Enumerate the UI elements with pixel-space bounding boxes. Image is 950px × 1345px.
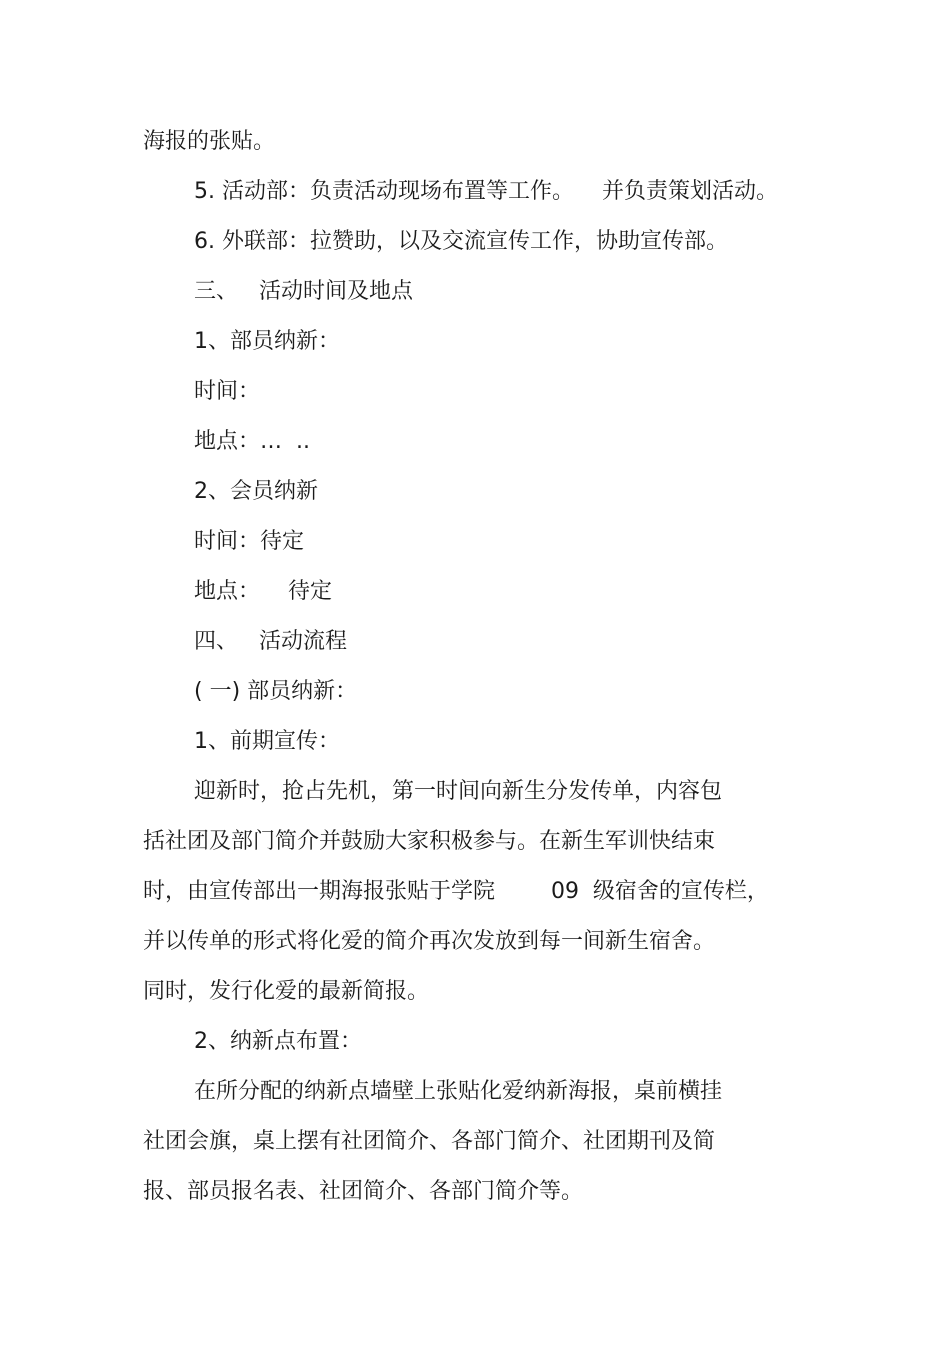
paragraph-line: 时，由宣传部出一期海报张贴于学院 09 级宿舍的宣传栏， [143, 879, 769, 904]
subsection-heading: 2、纳新点布置： [194, 1029, 362, 1054]
text-line: 6. 外联部：拉赞助，以及交流宣传工作，协助宣传部。 [194, 229, 728, 254]
text-line: 地点：… .. [194, 429, 310, 454]
paragraph-line: 报、部员报名表、社团简介、各部门简介等。 [143, 1179, 584, 1204]
paragraph-line: 在所分配的纳新点墙壁上张贴化爱纳新海报，桌前横挂 [194, 1079, 723, 1104]
text-line: 时间： [194, 379, 261, 404]
subsection-heading: 1、前期宣传： [194, 729, 340, 754]
subsection-heading: 1、部员纳新： [194, 329, 340, 354]
text-line: 地点： 待定 [194, 579, 332, 604]
subsection-heading: ( 一) 部员纳新： [194, 679, 358, 704]
paragraph-line: 并以传单的形式将化爱的简介再次发放到每一间新生宿舍。 [143, 929, 716, 954]
text-line: 时间：待定 [194, 529, 305, 554]
paragraph-line: 括社团及部门简介并鼓励大家积极参与。在新生军训快结束 [143, 829, 716, 854]
paragraph-line: 同时，发行化爱的最新简报。 [143, 979, 430, 1004]
paragraph-line: 迎新时，抢占先机，第一时间向新生分发传单，内容包 [194, 779, 723, 804]
text-line: 5. 活动部：负责活动现场布置等工作。 并负责策划活动。 [194, 179, 778, 204]
text-line: 海报的张贴。 [143, 129, 276, 154]
paragraph-line: 社团会旗，桌上摆有社团简介、各部门简介、社团期刊及简 [143, 1129, 716, 1154]
section-heading: 四、 活动流程 [194, 629, 347, 654]
section-heading: 三、 活动时间及地点 [194, 279, 413, 304]
subsection-heading: 2、会员纳新 [194, 479, 318, 504]
